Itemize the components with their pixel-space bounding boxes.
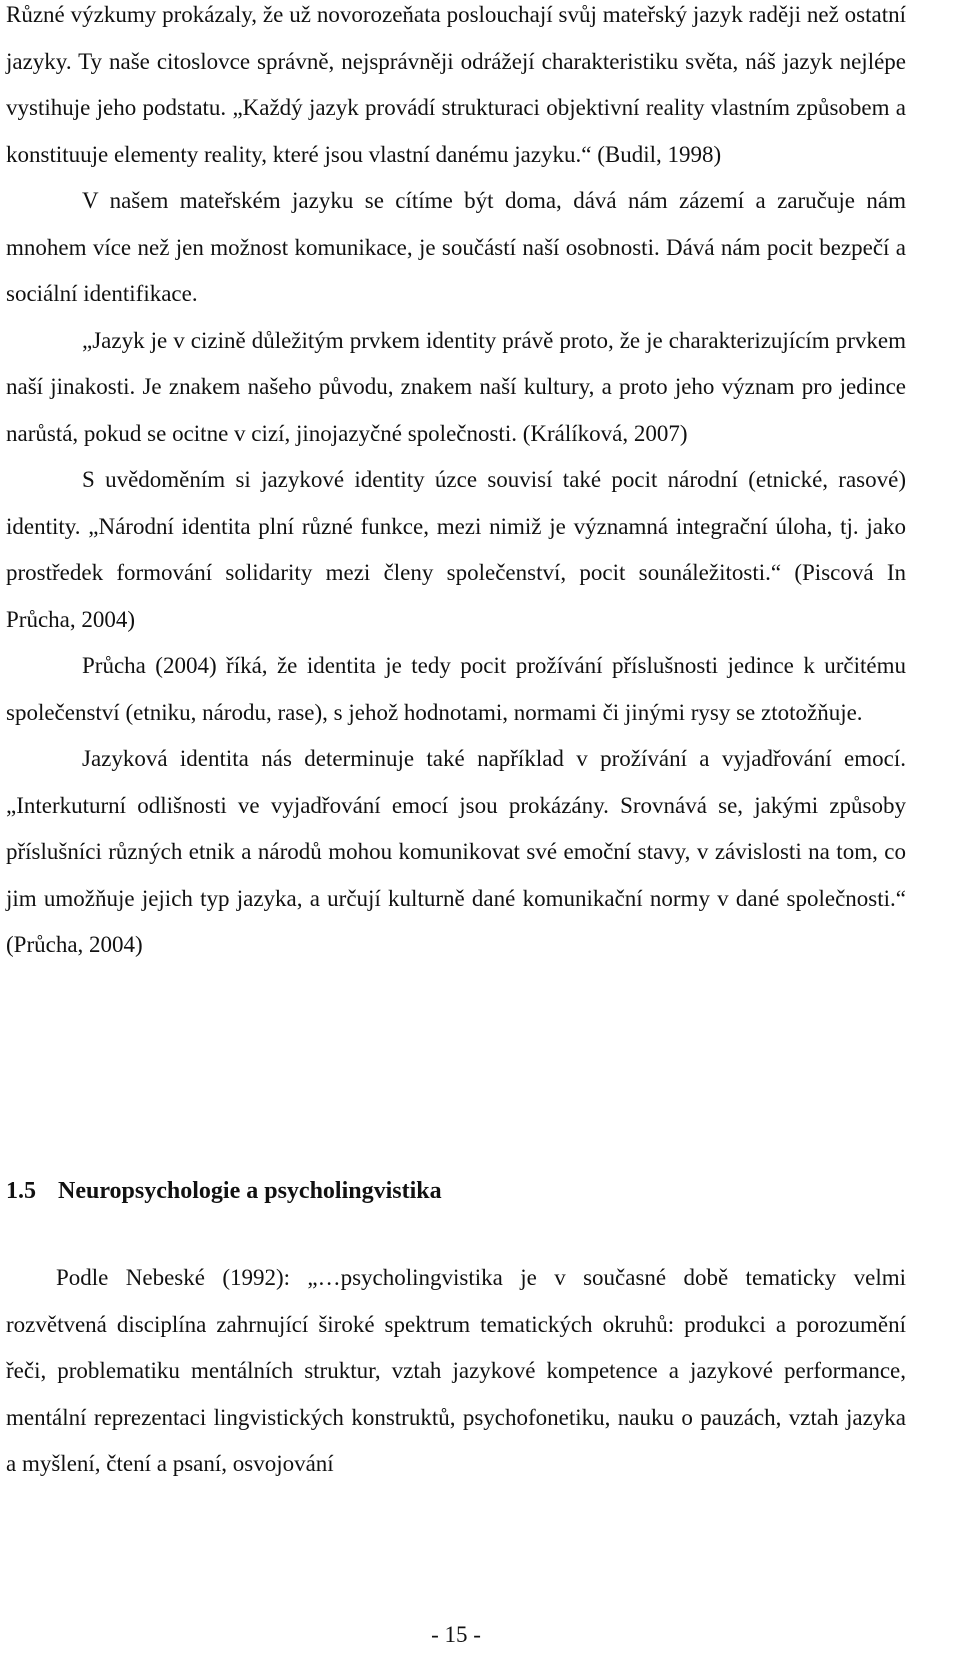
paragraph-2: V našem mateřském jazyku se cítíme být doma, dává nám zázemí a zaručuje nám mnohem více než jen možnost komunikace, je součástí naší osobnosti. Dává nám pocit bezpečí a sociální identifikace. [6,188,906,306]
section-number: 1.5 [6,1178,36,1204]
section-heading [6,1168,906,1214]
paragraph-1: Různé výzkumy prokázaly, že už novorozeňata poslouchají svůj mateřský jazyk raději než ostatní jazyky. Ty naše citoslovce správně, nejsprávněji odrážejí charakteristiku světa, náš jazyk nejlépe vystihuje jeho podstatu. „Každý jazyk provádí strukturaci objektivní reality vlastním způsobem a konstituuje elementy reality, které jsou vlastní danému jazyku.“ (Budil, 1998) [6,2,906,167]
section-title: Neuropsychologie a psycholingvistika [58,1178,442,1204]
section-paragraph: Podle Nebeské (1992): „…psycholingvistika je v současné době tematicky velmi rozvětvená disciplína zahrnující široké spektrum tematických okruhů: produkci a porozumění řeči, problematiku mentálních struktur, vztah jazykové kompetence a jazykové performance, mentální reprezentaci lingvistických konstruktů, psychofonetiku, nauku o pauzách, vztah jazyka a myšlení, čtení a psaní, osvojování [6,1265,906,1476]
paragraph-5: Průcha (2004) říká, že identita je tedy pocit prožívání příslušnosti jedince k určitému společenství (etniku, národu, rase), s jehož hodnotami, normami či jinými rysy se ztotožňuje. [6,653,906,725]
main-text-block [6,0,906,969]
document-page [6,0,906,1662]
paragraph-4: S uvědoměním si jazykové identity úzce souvisí také pocit národní (etnické, rasové) identity. „Národní identita plní různé funkce, mezi nimiž je významná integrační úloha, tj. jako prostředek formování solidarity mezi členy společenství, pocit sounáležitosti.“ (Piscová In Průcha, 2004) [6,467,906,632]
section-text-block [6,1255,906,1488]
page-number: - 15 - [431,1622,481,1647]
paragraph-6: Jazyková identita nás determinuje také například v prožívání a vyjadřování emocí. „Interkuturní odlišnosti ve vyjadřování emocí jsou prokázány. Srovnává se, jakými způsoby příslušníci různých etnik a národů mohou komunikovat své emoční stavy, v závislosti na tom, co jim umožňuje jejich typ jazyka, a určují kulturně dané komunikační normy v dané společnosti.“ (Průcha, 2004) [6,746,906,957]
paragraph-3: „Jazyk je v cizině důležitým prvkem identity právě proto, že je charakterizujícím prvkem naší jinakosti. Je znakem našeho původu, znakem naší kultury, a proto jeho význam pro jedince narůstá, pokud se ocitne v cizí, jinojazyčné společnosti. (Králíková, 2007) [6,327,906,446]
